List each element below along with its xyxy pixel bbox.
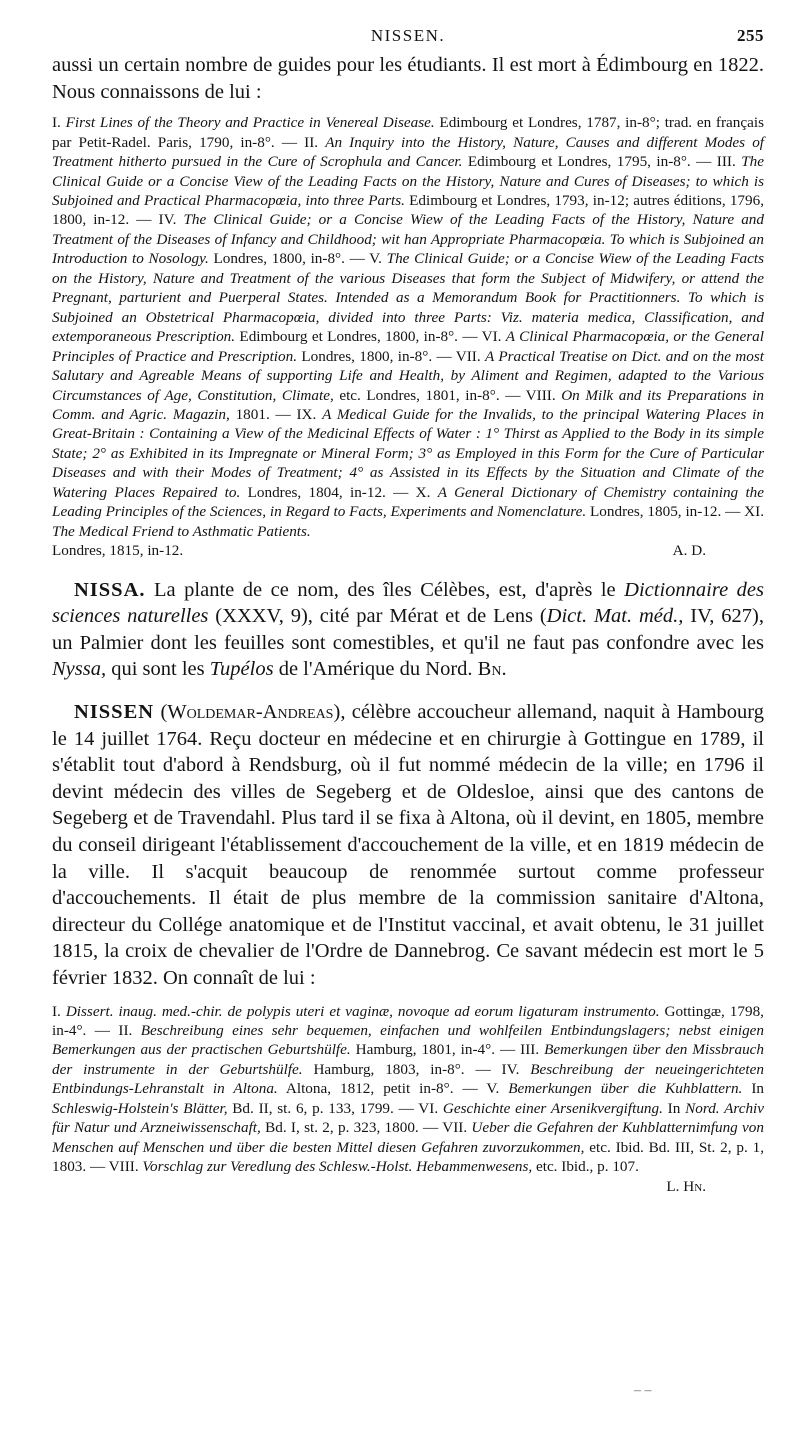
bib1-seg: etc. Londres, 1801, in-8°. — VIII. (333, 386, 562, 404)
bib1-seg: Londres, 1805, in-12. — XI. (586, 503, 764, 521)
bib1-seg: 1801. — IX. (229, 405, 323, 423)
bib2-seg: Altona, 1812, petit in-8°. — V. (277, 1080, 509, 1098)
entry-headword: NISSA. (74, 578, 146, 601)
bib2-seg: etc. Ibid., p. 107. (532, 1158, 639, 1176)
bib1-seg: Edimbourg et Londres, 1800, in-8°. — VI. (235, 328, 506, 346)
bib2-signature-line (52, 1177, 764, 1196)
bibliography-1 (52, 113, 764, 560)
entry-given-names: (Woldemar-Andreas) (160, 700, 341, 723)
bib1-last-seg: Londres, 1815, in-12. (52, 542, 184, 560)
bib2-title: Nord. Archiv für Natur und Arzneiwissenschaft, (52, 1099, 765, 1137)
author-signature: Bn. (477, 658, 507, 681)
bib2-seg: Hamburg, 1803, in-8°. — IV. (302, 1060, 531, 1078)
bib1-seg: Edimbourg et Londres, 1793, in-12; autres éditions, 1796, 1800, in-12. — IV. (52, 192, 765, 229)
print-mark: – – (634, 1383, 652, 1398)
entry-headword: NISSEN (74, 700, 155, 723)
bib2-title: Schleswig-Holstein's Blätter, (52, 1099, 228, 1117)
bib1-seg: Londres, 1800, in-8°. — V. (208, 250, 387, 268)
nissa-seg: qui sont les (106, 658, 210, 681)
bib1-title: On Milk and its Preparations in Comm. and Agric. Magazin, (52, 386, 765, 423)
author-signature: L. Hn. (666, 1177, 706, 1195)
bib2-title: Ueber die Gefahren der Kuhblatternimfung von Menschen auf Menschen und über die besten Mittel diesen Gefahren zuvorzukommen, (52, 1119, 764, 1156)
bib2-title: Vorschlag zur Veredlung des Schlesw.-Holst. Hebammenwesens, (142, 1158, 533, 1176)
bib1-title: The Clinical Guide; or a Concise Wiew of the Leading Facts on the History, Nature and Treatment of the various Diseases that form the Subject of Midwifery, or attend the Pregnant, parturient and Puerperal States. Intended as a Memorandum Book for Practitionners. To which is Subjoined an Obstetrical Pharmacopœia, divided into three Parts: Viz. materia medica, Classification, and extemporaneous Prescription. (52, 250, 764, 346)
nissa-italic: Dictionnaire des sciences naturelles (52, 578, 765, 628)
bib2-title: Geschichte einer Arsenikvergiftung. (442, 1099, 663, 1117)
bib1-title: First Lines of the Theory and Practice in Venereal Disease. (65, 114, 435, 132)
bib2-seg: etc. Ibid. Bd. III, St. 2, p. 1, 1803. — VIII. (52, 1138, 764, 1176)
nissa-italic: Dict. Mat. méd., (546, 605, 684, 628)
bib1-title: The Medical Friend to Asthmatic Patients. (52, 522, 311, 540)
bib2-seg: Hamburg, 1801, in-4°. — III. (350, 1041, 545, 1059)
bib1-title: The Clinical Guide; or a Concise Wiew of the Leading Facts of the History, Nature and Treatment of the Diseases of Infancy and Childhood; wit han Appropriate Pharmacopœia. To which is Subjoined an Introduction to Nosology. (52, 211, 764, 268)
nissa-italic: Tupélos (209, 658, 274, 681)
bib2-title: Beschreibung eines sehr bequemen, einfachen und wohlfeilen Entbindungslagers; nebst einigen Bemerkungen aus der practischen Geburtshülfe. (52, 1021, 765, 1059)
bib1-seg: Edimbourg et Londres, 1787, in-8°; trad. en français par Petit-Radel. Paris, 1790, in-8°. — II. (52, 114, 764, 151)
bib1-seg: Londres, 1800, in-8°. — VII. (297, 347, 485, 365)
bib2-title: Dissert. inaug. med.-chir. de polypis uteri et vaginæ, novoque ad eorum ligaturam instrumento. (65, 1002, 660, 1020)
bib2-seg: I. (52, 1002, 66, 1020)
bibliography-2 (52, 1002, 764, 1197)
intro-paragraph: aussi un certain nombre de guides pour les étudiants. Il est mort à Édimbourg en 1822. Nous connaissons de lui : (52, 54, 764, 103)
running-title: NISSEN. (370, 26, 446, 45)
nissa-italic: Nyssa, (52, 658, 107, 681)
nissa-seg: IV, 627), un Palmier dont les feuilles sont comestibles, et qu'il ne faut pas confondre avec les (52, 605, 764, 654)
bib1-seg: I. (52, 114, 66, 132)
running-head (52, 26, 764, 52)
page-number: 255 (737, 26, 764, 45)
nissa-seg: (XXXV, 9), cité par Mérat et de Lens ( (208, 605, 547, 628)
entry-nissa (52, 577, 764, 683)
bib1-seg: Londres, 1804, in-12. — X. (240, 483, 438, 501)
bib2-seg: Bd. II, st. 6, p. 133, 1799. — VI. (227, 1099, 443, 1117)
bib1-title: A Medical Guide for the Invalids, to the principal Watering Places in Great-Britain : Containing a View of the Medicinal Effects of Water : 1° Thirst as Applied to the Body in its simple State; 2° as Exhibited in its Impregnate or Mineral Form; 3° as Employed in this Form for the Cure of Particular Diseases and with their Modes of Treatment; 4° as Assisted in its Effects by the Situation and Climate of the Watering Places Repaired to. (52, 405, 764, 501)
page (52, 26, 764, 1196)
bib2-seg: Bd. I, st. 2, p. 323, 1800. — VII. (260, 1119, 472, 1137)
bib1-title: A General Dictionary of Chemistry containing the Leading Principles of the Sciences, in Regard to Facts, Experiments and Nomenclature. (52, 483, 765, 521)
author-signature: A. D. (672, 542, 706, 560)
bib2-title: Bemerkungen über den Missbrauch der instrumente in der Geburtshülfe. (52, 1041, 764, 1078)
bib2-title: Bemerkungen über die Kuhblattern. (508, 1080, 743, 1098)
bib1-seg: Edimbourg et Londres, 1795, in-8°. — III. (462, 153, 742, 171)
entry-nissen (52, 699, 764, 992)
nissa-seg: La plante de ce nom, des îles Célèbes, est, d'après le (145, 578, 625, 601)
bib1-title: A Clinical Pharmacopœia, or the General Principles of Practice and Prescription. (52, 328, 764, 365)
bib1-last-line (52, 541, 764, 560)
bib2-seg: In (662, 1099, 686, 1117)
nissen-text: , célèbre accoucheur allemand, naquit à Hambourg le 14 juillet 1764. Reçu docteur en médecine et en chirurgie à Gottingue en 1789, il s'établit tout d'abord à Rendsburg, où il fut nommé médecin de la ville; en 1796 il devint médecin des villes de Segeberg et de Oldesloe, ainsi que des cantons de Segeberg et de Travendahl. Plus tard il se fixa à Altona, où il devint, en 1805, membre du conseil dirigeant l'établissement d'accouchement de la ville, et en 1819 médecin de la ville. Il s'acquit beaucoup de renommée surtout comme professeur d'accouchements. Il était de plus membre de la commission sanitaire d'Altona, directeur du Collége anatomique et de l'Institut vaccinal, et avait obtenu, le 31 juillet 1815, la croix de chevalier de l'Ordre de Dannebrog. Ce savant médecin est mort le 5 février 1832. On connaît de lui : (52, 700, 764, 989)
bib1-title: A Practical Treatise on Dict. and on the most Salutary and Agreable Means of supporting Life and Health, by Aliment and Regimen, adapted to the Various Circumstances of Age, Constitution, Climate, (52, 347, 764, 404)
bib2-seg: Gottingæ, 1798, in-4°. — II. (52, 1002, 764, 1039)
bib2-title: Beschreibung der neueingerichteten Entbindungs-Lehranstalt in Altona. (52, 1060, 764, 1098)
bib1-title: The Clinical Guide or a Concise View of the Leading Facts on the History, Nature and Cures of Diseases; to which is Subjoined and Practical Pharmacopœia, into three Parts. (52, 153, 764, 209)
bib2-seg: In (742, 1080, 765, 1098)
nissa-seg: de l'Amérique du Nord. (273, 658, 478, 681)
bib1-title: An Inquiry into the History, Nature, Causes and different Modes of Treatment hitherto pursued in the Cure of Scrophula and Cancer. (52, 133, 765, 171)
